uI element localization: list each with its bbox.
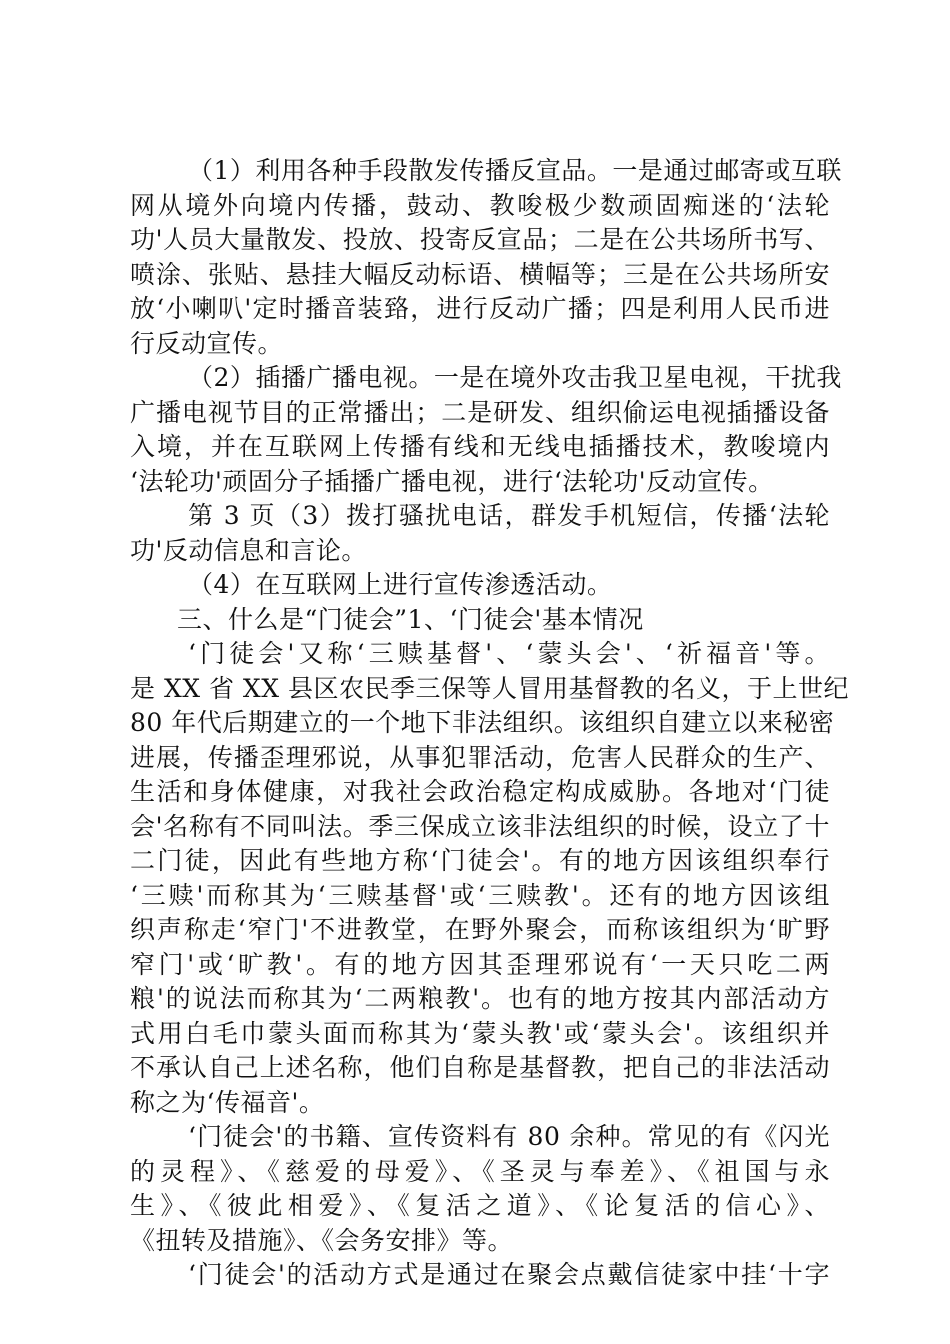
paragraph-line: ‘门徒会'又称‘三赎基督'、‘蒙头会'、‘祈福音'等。 <box>188 639 830 668</box>
paragraph-line: 第 3 页（3）拨打骚扰电话，群发手机短信，传播‘法轮 <box>188 501 830 530</box>
paragraph-line: 生活和身体健康，对我社会政治稳定构成威胁。各地对‘门徒 <box>130 777 830 806</box>
paragraph-line: ‘三赎'而称其为‘三赎基督'或‘三赎教'。还有的地方因该组 <box>130 880 830 910</box>
paragraph-line: 会'名称有不同叫法。季三保成立该非法组织的时候，设立了十 <box>130 811 830 841</box>
paragraph-line: （1）利用各种手段散发传播反宣品。一是通过邮寄或互联 <box>188 156 842 185</box>
section-heading: 三、什么是“门徒会”1、‘门徒会'基本情况 <box>177 604 644 634</box>
paragraph-line: 称之为‘传福音'。 <box>130 1087 325 1117</box>
paragraph-line: ‘法轮功'顽固分子插播广播电视，进行‘法轮功'反动宣传。 <box>130 466 774 496</box>
paragraph-line: 进展，传播歪理邪说，从事犯罪活动，危害人民群众的生产、 <box>130 742 830 772</box>
paragraph-line: 喷涂、张贴、悬挂大幅反动标语、横幅等；三是在公共场所安 <box>130 259 830 289</box>
paragraph-line: 放‘小喇叭'定时播音装臵，进行反动广播；四是利用人民币进 <box>130 294 830 323</box>
paragraph-line: （4）在互联网上进行宣传渗透活动。 <box>188 570 613 599</box>
paragraph-line: 80 年代后期建立的一个地下非法组织。该组织自建立以来秘密 <box>130 708 835 737</box>
paragraph-line: 《扭转及措施》、《会务安排》等。 <box>130 1225 514 1255</box>
paragraph-line: ‘门徒会'的书籍、宣传资料有 80 余种。常见的有《闪光 <box>188 1122 830 1151</box>
paragraph-line: 二门徒，因此有些地方称‘门徒会'。有的地方因该组织奉行 <box>130 846 830 875</box>
paragraph-line: 式用白毛巾蒙头面而称其为‘蒙头教'或‘蒙头会'。该组织并 <box>130 1018 830 1048</box>
paragraph-line: 织声称走‘窄门'不进教堂，在野外聚会，而称该组织为‘旷野 <box>130 915 830 944</box>
paragraph-line: 功'反动信息和言论。 <box>130 535 367 565</box>
paragraph-line: 广播电视节目的正常播出；二是研发、组织偷运电视插播设备 <box>130 397 830 427</box>
paragraph-line: 粮'的说法而称其为‘二两粮教'。也有的地方按其内部活动方 <box>130 984 830 1013</box>
paragraph-line: 不承认自己上述名称，他们自称是基督教，把自己的非法活动 <box>130 1053 830 1082</box>
document-body <box>130 154 849 1293</box>
paragraph-line: 行反动宣传。 <box>130 328 284 358</box>
paragraph-line: 网从境外向境内传播，鼓动、教唆极少数顽固痴迷的‘法轮 <box>130 190 830 220</box>
paragraph-line: 窄门'或‘旷教'。有的地方因其歪理邪说有‘一天只吃二两 <box>130 949 830 979</box>
paragraph-line: 的灵程》、《慈爱的母爱》、《圣灵与奉差》、《祖国与永 <box>130 1156 830 1186</box>
paragraph-line: 是 XX 省 XX 县区农民季三保等人冒用基督教的名义，于上世纪 <box>130 673 849 703</box>
paragraph-line: （2）插播广播电视。一是在境外攻击我卫星电视，干扰我 <box>188 363 842 392</box>
paragraph-line: 功'人员大量散发、投放、投寄反宣品；二是在公共场所书写、 <box>130 225 830 254</box>
paragraph-line: ‘门徒会'的活动方式是通过在聚会点戴信徒家中挂‘十字 <box>188 1260 830 1289</box>
paragraph-line: 生》、《彼此相爱》、《复活之道》、《论复活的信心》、 <box>130 1191 830 1220</box>
paragraph-line: 入境，并在互联网上传播有线和无线电插播技术，教唆境内 <box>130 432 830 461</box>
